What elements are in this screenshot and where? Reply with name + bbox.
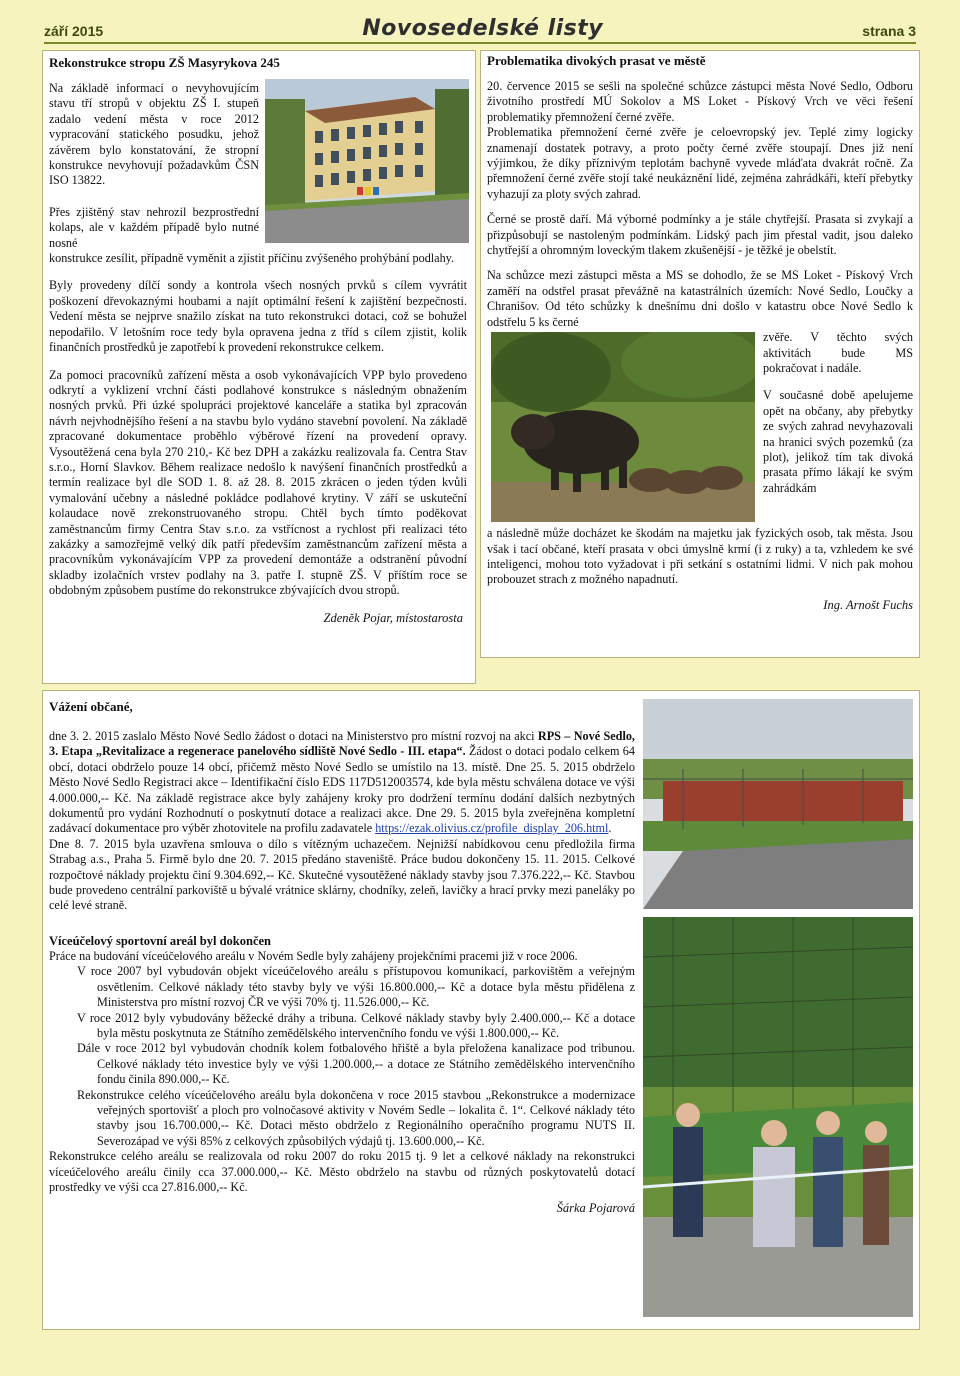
article-signature: Ing. Arnošt Fuchs [823, 597, 913, 612]
article-paragraph: 20. července 2015 se sešli na společné schůzce zástupci města Nové Sedlo, Odboru životního prostředí MÚ Sokolov a MS Loket - Pískový Vrch ve věci řešení problematiky přemnožení černé zvěře. [487, 79, 913, 124]
article-paragraph: Dne 8. 7. 2015 byla uzavřena smlouva o dílo s vítězným uchazečem. Nejnižší nabídkovou cenu předložila firma Strabag a.s., Praha 5. Firmě bylo dne 20. 7. 2015 předáno staveniště. Práce budou dokončeny 15. 11. 2015. Celkové rozpočtové náklady projektu činí 9.304.692,-- Kč. Skutečné vysoutěžené náklady stavby jsou 7.376.222,-- Kč. Stavbou bude provedeno centrální parkoviště u bývalé vrátnice sklárny, chodníky, zeleň, lavičky a hrací prvky mezi paneláky po celé levé straně. [49, 836, 635, 913]
article-paragraph: Černé se prostě daří. Má výborné podmínky a je stále chytřejší. Prasata si zvykají a přizpůsobují se nastoleným podmínkám. Lidský pach jim přestal vadit, jsou daleko chytřejší a ohromným loveckým tlakem zkušenější - je těžké je obelstít. [487, 212, 913, 258]
article-paragraph: Za pomoci pracovníků zařízení města a osob vykonávajících VPP bylo provedeno odkrytí a vyklizení vrchní části podlahové konstrukce s následným obnažením nosných prvků. Při úzké spolupráci projektové kanceláře a statika byl zpracován návrh nejvhodnějšího řešení a na stavbu bylo vydáno stavební povolení. Na základě zpracované dokumentace proběhlo výběrové řízení na provedení opravy. Vysoutěžená cena byla 270 210,- Kč bez DPH a zakázku realizovala fa. Centra Stav s.r.o., Horní Slavkov. Během realizace nedošlo k navýšení finančních prostředků a termín realizace byl dle SOD 1. 8. až 28. 8. 2015 zkrácen o jeden týden kvůli vymalování učebny a následné pokládce podlahové krytiny. V září se uskuteční kolaudace nově zrekonstruovaného stropu. Chtěl bych tímto poděkovat zaměstnancům firmy Centra Stav s.r.o. za vstřícnost a rychlost při realizaci této zakázky a samozřejmě velký dík patří především zaměstnancům zařízení města a pracovníkům vykonávajícím VPP za provedení demontáže a odstranění původní skladby izolačních vrstev podlahy na 3. patře I. stupně ZŠ. V příštím roce se obdobným způsobem pustíme do rekonstrukce zbývajících dvou stropů. [49, 367, 467, 598]
list-item: Rekonstrukce celého víceúčelového areálu byla dokončena v roce 2015 stavbou „Rekonstrukce a modernizace veřejných sportovišť a ploch pro volnočasové aktivity v Novém Sedle – lokalita č. 1“. Celkové náklady této stavby jsou 16.700.000,-- Kč. Dotaci město obdrželo z Regionálního operačního programu NUTS II. Severozápad ve výši 85% z celkových způsobilých výdajů tj. 13.600.000,-- Kč. [77, 1087, 635, 1148]
article-paragraph: Na základě informací o nevyhovujícím stavu tří stropů v objektu ZŠ I. stupeň zadalo vedení města v roce 2012 vypracování statického posudku, jehož závěrem bylo konstatování, že stropní konstrukce nevyhovují požadavkům ČSN ISO 13822. [49, 81, 259, 188]
article-wild-boars [480, 50, 920, 658]
article-school-ceiling [42, 50, 476, 684]
issue-date: září 2015 [44, 23, 104, 39]
article-paragraph: Byly provedeny dílčí sondy a kontrola všech nosných prvků s cílem vyvrátit poškození dřevokaznými houbami a najít optimální řešení k zajištění bezpečnosti. Vedení města se nejprve snažilo získat na tuto rekonstrukci dotaci, což se bohužel nepodařilo. V letošním roce tedy byla opravena jedna z tříd s cílem zjistit, kolik finančních prostředků je zapotřebí k provedení rekonstrukce celkem. [49, 278, 467, 355]
article-paragraph: Problematika přemnožení černé zvěře je celoevropský jev. Teplé zimy logicky znamenají dostatek potravy, a proto počty černé zvěře stoupají. Dnes již není výjimkou, že díky příznivým teplotám bachyně vyvede mláďata dvakrát ročně. Za přemnožení černé zvěře stojí také neukáznění lidé, zejména zahrádkáři, kteří přebytky vyhazují za ploty svých zahrad. [487, 125, 913, 201]
article-paragraph: dne 3. 2. 2015 zaslalo Město Nové Sedlo žádost o dotaci na Ministerstvo pro místní rozvoj na akci RPS – Nové Sedlo, 3. Etapa „Revitalizace a regenerace panelového sídliště Nové Sedlo - III. etapa“. Žádost o dotaci podalo celkem 64 obcí, dotaci obdrželo pouze 14 obcí, přičemž město Nové Sedlo se umístilo na 13. místě. Dne 25. 5. 2015 obdrželo Město Nové Sedlo Registraci akce – Identifikační číslo EDS 117D512003574, kde byla městu schválena dotace ve výši 4.000.000,-- Kč. Na základě registrace akce byly zahájeny kroky pro dodržení termínu dodání dalších nezbytných dokumentů pro vydání Rozhodnutí o poskytnutí dotace a realizaci akce. Dne 29. 5. 2015 byla zveřejněna kompletní zadávací dokumentace pro výběr zhotovitele na profilu zadavatele https://ezak.olivius.cz/profile_display_206.html. [49, 729, 635, 836]
article-paragraph: V současné době apelujeme opět na občany, aby přebytky ze svých zahrad nevyhazovali na hranici svých pozemků (za plot), jelikož tím tak divoká prasata přímo lákají ke svým zahrádkám [763, 388, 913, 495]
page-header [44, 16, 916, 44]
article-signature: Zdeněk Pojar, místostarosta [323, 610, 463, 625]
article-paragraph: Rekonstrukce celého areálu se realizovala od roku 2007 do roku 2015 tj. 9 let a celkové náklady na rekonstrukci víceúčelového areálu činily cca 37.000.000,-- Kč. Město obdrželo na stavbu od různých poskytovatelů dotací prostředky ve výši cca 27.816.000,-- Kč. [49, 1149, 635, 1194]
article-paragraph: Práce na budování víceúčelového areálu v Novém Sedle byly zahájeny projekčními pracemi již v roce 2006. [49, 948, 578, 963]
wild-boar-photo [491, 332, 755, 522]
article-paragraph: Na schůzce mezi zástupci města a MS se dohodlo, že se MS Loket - Pískový Vrch zaměří na odstřel prasat převážně na katastrálních územích: Nové Sedlo, Loučky a Chranišov. Od této schůzky k dnešnímu dni došlo v katastru obce Nové Sedlo k odstřelu 5 ks černé [487, 268, 913, 329]
article-subtitle: Víceúčelový sportovní areál byl dokončen [49, 933, 271, 948]
page-number: strana 3 [862, 23, 916, 39]
article-signature: Šárka Pojarová [556, 1201, 635, 1216]
article-paragraph: konstrukce zesílit, případně vyměnit a zjistit příčinu zvýšeného prohýbání podlahy. [49, 251, 455, 266]
article-title: Vážení občané, [49, 699, 133, 714]
list-item: V roce 2007 byl vybudován objekt víceúčelového areálu s přístupovou komunikací, parkovištěm a veřejným osvětlením. Celkové náklady této stavby byly ve výši 16.800.000,-- Kč a dotace byla městu přidělena z Ministerstva pro místní rozvoj ČR ve výši 70% tj. 11.526.000,-- Kč. [77, 964, 635, 1010]
profile-link[interactable]: https://ezak.olivius.cz/profile_display_206.html [375, 821, 609, 836]
article-paragraph: zvěře. V těchto svých aktivitách bude MS pokračovat i nadále. [763, 330, 913, 375]
school-building-photo [265, 79, 469, 243]
article-title: Problematika divokých prasat ve městě [487, 53, 706, 68]
list-item: V roce 2012 byly vybudovány běžecké dráhy a tribuna. Celkové náklady stavby byly 2.400.000,-- Kč a dotace byla městu poskytnuta ze Státního zemědělského intervenčního fondu ve výši 1.800.000,-- Kč. [77, 1010, 635, 1040]
article-title: Rekonstrukce stropu ZŠ Masyrykova 245 [49, 55, 280, 70]
article-paragraph: Přes zjištěný stav nehrozil bezprostřední kolaps, ale v každém případě bylo nutné nosné [49, 204, 259, 250]
list-item: Dále v roce 2012 byl vybudován chodník kolem fotbalového hřiště a byla přeložena kanalizace pod tribunou. Celkové náklady této investice byly ve výši 1.200.000,-- a dotace ze Státního zemědělského intervenčního fondu činila 890.000,-- Kč. [77, 1041, 635, 1087]
article-paragraph: a následně může docházet ke škodám na majetku jak fyzických osob, tak města. Jsou však i tací občané, kteří prasata v obci úmyslně krmí (i z ruky) a ta, vzhledem ke své inteligenci, mohou toto vyžadovat i při setkání s ostatními lidmi. V nich pak mohou probouzet strach z možného napadnutí. [487, 526, 913, 587]
sports-field-photo [643, 699, 913, 909]
newsletter-title: Novosedelské listy [362, 16, 604, 41]
article-citizens [42, 690, 920, 1330]
ribbon-cutting-photo [643, 917, 913, 1317]
